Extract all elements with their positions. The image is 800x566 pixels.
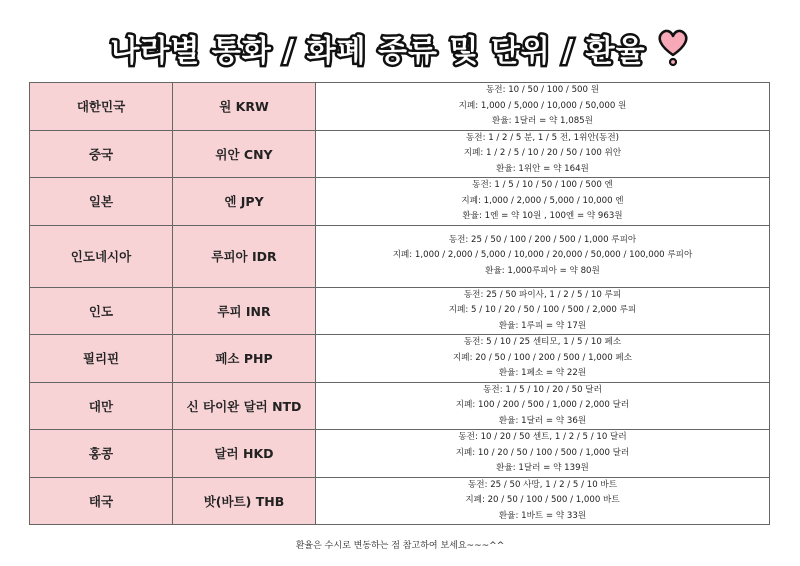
- coins-line: 동전: 1 / 5 / 10 / 50 / 100 / 500 엔: [472, 180, 613, 190]
- coins-line: 동전: 10 / 50 / 100 / 500 원: [485, 85, 600, 95]
- details-cell: [316, 287, 770, 335]
- currency-cell: 달러 HKD: [173, 430, 316, 478]
- table-row: [30, 178, 770, 226]
- table-row: [30, 225, 770, 287]
- banknotes-line: 지폐: 1 / 2 / 5 / 10 / 20 / 50 / 100 위안: [463, 148, 622, 158]
- title-area: [0, 22, 800, 74]
- currency-cell: 밧(바트) THB: [173, 477, 316, 525]
- currency-cell: 페소 PHP: [173, 335, 316, 383]
- currency-cell: 루피아 IDR: [173, 225, 316, 287]
- page-title: 나라별 통화 / 화폐 종류 및 단위 / 환율: [110, 34, 646, 69]
- table-row: [30, 335, 770, 383]
- coins-line: 동전: 5 / 10 / 25 센티모, 1 / 5 / 10 페소: [463, 337, 622, 347]
- coins-line: 동전: 10 / 20 / 50 센트, 1 / 2 / 5 / 10 달러: [458, 432, 627, 442]
- details-cell: [316, 225, 770, 287]
- details-cell: [316, 335, 770, 383]
- exchange-rate-line: 환율: 1엔 = 약 10원 , 100엔 = 약 963원: [462, 211, 623, 221]
- currency-cell: 루피 INR: [173, 287, 316, 335]
- country-cell: 일본: [30, 178, 173, 226]
- banknotes-line: 지폐: 20 / 50 / 100 / 500 / 1,000 바트: [465, 495, 620, 505]
- country-cell: 필리핀: [30, 335, 173, 383]
- currency-cell: 엔 JPY: [173, 178, 316, 226]
- coins-line: 동전: 25 / 50 파이사, 1 / 2 / 5 / 10 루피: [463, 289, 622, 300]
- coins-line: 동전: 25 / 50 사땅, 1 / 2 / 5 / 10 바트: [467, 479, 617, 490]
- details-cell: [316, 130, 770, 178]
- table-row: [30, 477, 770, 525]
- coins-line: 동전: 1 / 2 / 5 분, 1 / 5 전, 1위안(동전): [465, 132, 620, 143]
- currency-cell: 위안 CNY: [173, 130, 316, 178]
- exchange-rate-line: 환율: 1달러 = 약 1,085원: [492, 116, 593, 126]
- country-cell: 홍콩: [30, 430, 173, 478]
- banknotes-line: 지폐: 100 / 200 / 500 / 1,000 / 2,000 달러: [455, 400, 630, 410]
- table-row: [30, 287, 770, 335]
- details-cell: [316, 382, 770, 430]
- country-cell: 중국: [30, 130, 173, 178]
- banknotes-line: 지폐: 1,000 / 2,000 / 5,000 / 10,000 엔: [461, 195, 624, 206]
- coins-line: 동전: 25 / 50 / 100 / 200 / 500 / 1,000 루피아: [448, 234, 637, 245]
- currency-table: [29, 82, 770, 525]
- country-cell: 대만: [30, 382, 173, 430]
- exchange-rate-line: 환율: 1달러 = 약 36원: [498, 415, 587, 426]
- country-cell: 인도: [30, 287, 173, 335]
- country-cell: 태국: [30, 477, 173, 525]
- banknotes-line: 지폐: 1,000 / 2,000 / 5,000 / 10,000 / 20,000 / 50,000 / 100,000 루피아: [392, 250, 693, 261]
- banknotes-line: 지폐: 5 / 10 / 20 / 50 / 100 / 500 / 2,000 루피: [448, 305, 637, 315]
- currency-cell: 원 KRW: [173, 83, 316, 131]
- table-row: [30, 83, 770, 131]
- details-cell: [316, 430, 770, 478]
- details-cell: [316, 477, 770, 525]
- exchange-rate-line: 환율: 1페소 = 약 22원: [498, 368, 587, 378]
- details-cell: [316, 83, 770, 131]
- banknotes-line: 지폐: 1,000 / 5,000 / 10,000 / 50,000 원: [458, 100, 627, 111]
- currency-cell: 신 타이완 달러 NTD: [173, 382, 316, 430]
- country-cell: 인도네시아: [30, 225, 173, 287]
- exchange-rate-line: 환율: 1바트 = 약 33원: [498, 510, 587, 521]
- exchange-rate-line: 환율: 1루피 = 약 17원: [498, 320, 587, 331]
- details-cell: [316, 178, 770, 226]
- banknotes-line: 지폐: 20 / 50 / 100 / 200 / 500 / 1,000 페소: [452, 352, 633, 363]
- table-row: [30, 382, 770, 430]
- exchange-rate-line: 환율: 1달러 = 약 139원: [496, 463, 589, 473]
- footnote: 환율은 수시로 변동하는 점 참고하여 보세요~~~^^: [295, 541, 505, 551]
- coins-line: 동전: 1 / 5 / 10 / 20 / 50 달러: [483, 384, 602, 395]
- banknotes-line: 지폐: 10 / 20 / 50 / 100 / 500 / 1,000 달러: [455, 447, 630, 458]
- exchange-rate-line: 환율: 1위안 = 약 164원: [496, 163, 589, 174]
- table-row: [30, 430, 770, 478]
- exchange-rate-line: 환율: 1,000루피아 = 약 80원: [485, 265, 600, 276]
- table-row: [30, 130, 770, 178]
- heart-exclamation-icon: [656, 28, 690, 68]
- country-cell: 대한민국: [30, 83, 173, 131]
